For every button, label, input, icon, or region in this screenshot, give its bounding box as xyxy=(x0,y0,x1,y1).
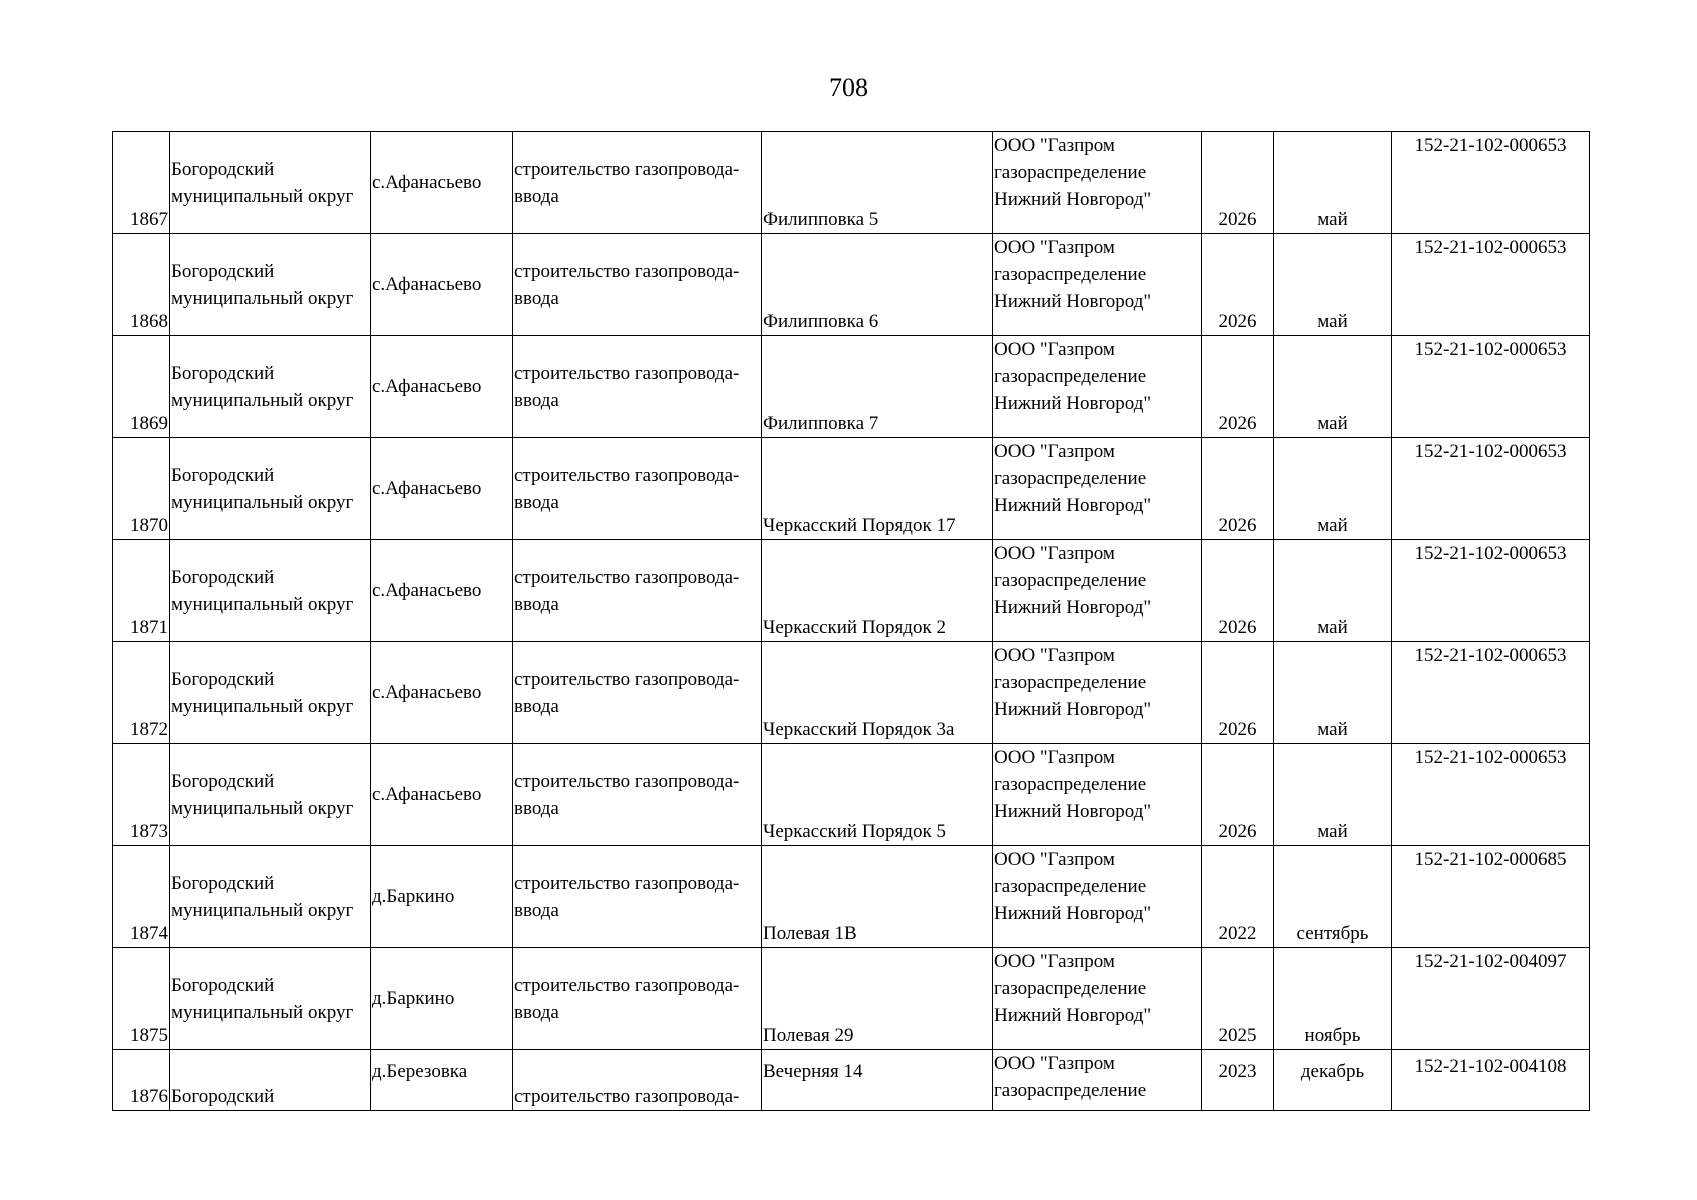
code-cell: 152-21-102-000653 xyxy=(1392,438,1590,540)
settlement-cell: д.Березовка xyxy=(371,1050,513,1111)
organization-cell: ООО "Газпром газораспределение Нижний Новгород" xyxy=(993,132,1202,234)
settlement-cell: с.Афанасьево xyxy=(371,540,513,642)
table-row xyxy=(113,846,1590,948)
table-row xyxy=(113,948,1590,1050)
month-cell: ноябрь xyxy=(1274,948,1392,1050)
month-cell: май xyxy=(1274,234,1392,336)
organization-cell: ООО "Газпром газораспределение Нижний Новгород" xyxy=(993,540,1202,642)
year-cell: 2026 xyxy=(1202,744,1274,846)
okrug-cell: Богородский муниципальный округ xyxy=(170,744,371,846)
work-type-cell: строительство газопровода- ввода xyxy=(513,132,762,234)
work-type-cell: строительство газопровода- ввода xyxy=(513,846,762,948)
work-type-cell: строительство газопровода- ввода xyxy=(513,234,762,336)
year-cell: 2026 xyxy=(1202,642,1274,744)
month-cell: май xyxy=(1274,336,1392,438)
settlement-cell: д.Баркино xyxy=(371,948,513,1050)
work-type-cell: строительство газопровода- ввода xyxy=(513,438,762,540)
month-cell: май xyxy=(1274,132,1392,234)
settlement-cell: с.Афанасьево xyxy=(371,438,513,540)
table-row xyxy=(113,540,1590,642)
okrug-cell: Богородский муниципальный округ xyxy=(170,948,371,1050)
row-number: 1869 xyxy=(113,336,170,438)
settlement-cell: с.Афанасьево xyxy=(371,132,513,234)
organization-cell: ООО "Газпром газораспределение Нижний Новгород" xyxy=(993,744,1202,846)
month-cell: сентябрь xyxy=(1274,846,1392,948)
year-cell: 2026 xyxy=(1202,438,1274,540)
work-type-cell: строительство газопровода- ввода xyxy=(513,744,762,846)
table-row xyxy=(113,234,1590,336)
row-number: 1874 xyxy=(113,846,170,948)
row-number: 1873 xyxy=(113,744,170,846)
code-cell: 152-21-102-004097 xyxy=(1392,948,1590,1050)
year-cell: 2022 xyxy=(1202,846,1274,948)
code-cell: 152-21-102-000653 xyxy=(1392,336,1590,438)
okrug-cell: Богородский муниципальный округ xyxy=(170,846,371,948)
table-row xyxy=(113,336,1590,438)
year-cell: 2026 xyxy=(1202,234,1274,336)
okrug-cell: Богородский xyxy=(170,1050,371,1111)
organization-cell: ООО "Газпром газораспределение Нижний Новгород" xyxy=(993,438,1202,540)
gasification-table xyxy=(112,131,1590,1111)
okrug-cell: Богородский муниципальный округ xyxy=(170,438,371,540)
year-cell: 2023 xyxy=(1202,1050,1274,1111)
work-type-cell: строительство газопровода- ввода xyxy=(513,540,762,642)
settlement-cell: с.Афанасьево xyxy=(371,744,513,846)
year-cell: 2026 xyxy=(1202,132,1274,234)
code-cell: 152-21-102-000653 xyxy=(1392,234,1590,336)
code-cell: 152-21-102-004108 xyxy=(1392,1050,1590,1111)
work-type-cell: строительство газопровода- ввода xyxy=(513,336,762,438)
address-cell: Филипповка 5 xyxy=(762,132,993,234)
month-cell: май xyxy=(1274,642,1392,744)
code-cell: 152-21-102-000653 xyxy=(1392,642,1590,744)
code-cell: 152-21-102-000653 xyxy=(1392,744,1590,846)
settlement-cell: д.Баркино xyxy=(371,846,513,948)
row-number: 1876 xyxy=(113,1050,170,1111)
address-cell: Полевая 29 xyxy=(762,948,993,1050)
address-cell: Черкасский Порядок 5 xyxy=(762,744,993,846)
month-cell: май xyxy=(1274,744,1392,846)
code-cell: 152-21-102-000653 xyxy=(1392,132,1590,234)
settlement-cell: с.Афанасьево xyxy=(371,642,513,744)
table-row xyxy=(113,642,1590,744)
row-number: 1867 xyxy=(113,132,170,234)
year-cell: 2025 xyxy=(1202,948,1274,1050)
table-row xyxy=(113,132,1590,234)
row-number: 1872 xyxy=(113,642,170,744)
work-type-cell: строительство газопровода- ввода xyxy=(513,948,762,1050)
row-number: 1871 xyxy=(113,540,170,642)
okrug-cell: Богородский муниципальный округ xyxy=(170,234,371,336)
address-cell: Филипповка 7 xyxy=(762,336,993,438)
organization-cell: ООО "Газпром газораспределение Нижний Новгород" xyxy=(993,234,1202,336)
row-number: 1868 xyxy=(113,234,170,336)
address-cell: Полевая 1В xyxy=(762,846,993,948)
table-row xyxy=(113,438,1590,540)
address-cell: Филипповка 6 xyxy=(762,234,993,336)
work-type-cell: строительство газопровода- ввода xyxy=(513,642,762,744)
okrug-cell: Богородский муниципальный округ xyxy=(170,132,371,234)
year-cell: 2026 xyxy=(1202,540,1274,642)
year-cell: 2026 xyxy=(1202,336,1274,438)
row-number: 1875 xyxy=(113,948,170,1050)
organization-cell: ООО "Газпром газораспределение Нижний Новгород" xyxy=(993,336,1202,438)
address-cell: Вечерняя 14 xyxy=(762,1050,993,1111)
organization-cell: ООО "Газпром газораспределение xyxy=(993,1050,1202,1111)
settlement-cell: с.Афанасьево xyxy=(371,234,513,336)
table-row xyxy=(113,744,1590,846)
address-cell: Черкасский Порядок 2 xyxy=(762,540,993,642)
okrug-cell: Богородский муниципальный округ xyxy=(170,642,371,744)
month-cell: декабрь xyxy=(1274,1050,1392,1111)
code-cell: 152-21-102-000653 xyxy=(1392,540,1590,642)
address-cell: Черкасский Порядок 3а xyxy=(762,642,993,744)
okrug-cell: Богородский муниципальный округ xyxy=(170,540,371,642)
organization-cell: ООО "Газпром газораспределение Нижний Новгород" xyxy=(993,846,1202,948)
organization-cell: ООО "Газпром газораспределение Нижний Новгород" xyxy=(993,642,1202,744)
code-cell: 152-21-102-000685 xyxy=(1392,846,1590,948)
work-type-cell: строительство газопровода- xyxy=(513,1050,762,1111)
table-row xyxy=(113,1050,1590,1111)
month-cell: май xyxy=(1274,438,1392,540)
settlement-cell: с.Афанасьево xyxy=(371,336,513,438)
organization-cell: ООО "Газпром газораспределение Нижний Новгород" xyxy=(993,948,1202,1050)
okrug-cell: Богородский муниципальный округ xyxy=(170,336,371,438)
row-number: 1870 xyxy=(113,438,170,540)
month-cell: май xyxy=(1274,540,1392,642)
page-number: 708 xyxy=(829,73,868,102)
address-cell: Черкасский Порядок 17 xyxy=(762,438,993,540)
